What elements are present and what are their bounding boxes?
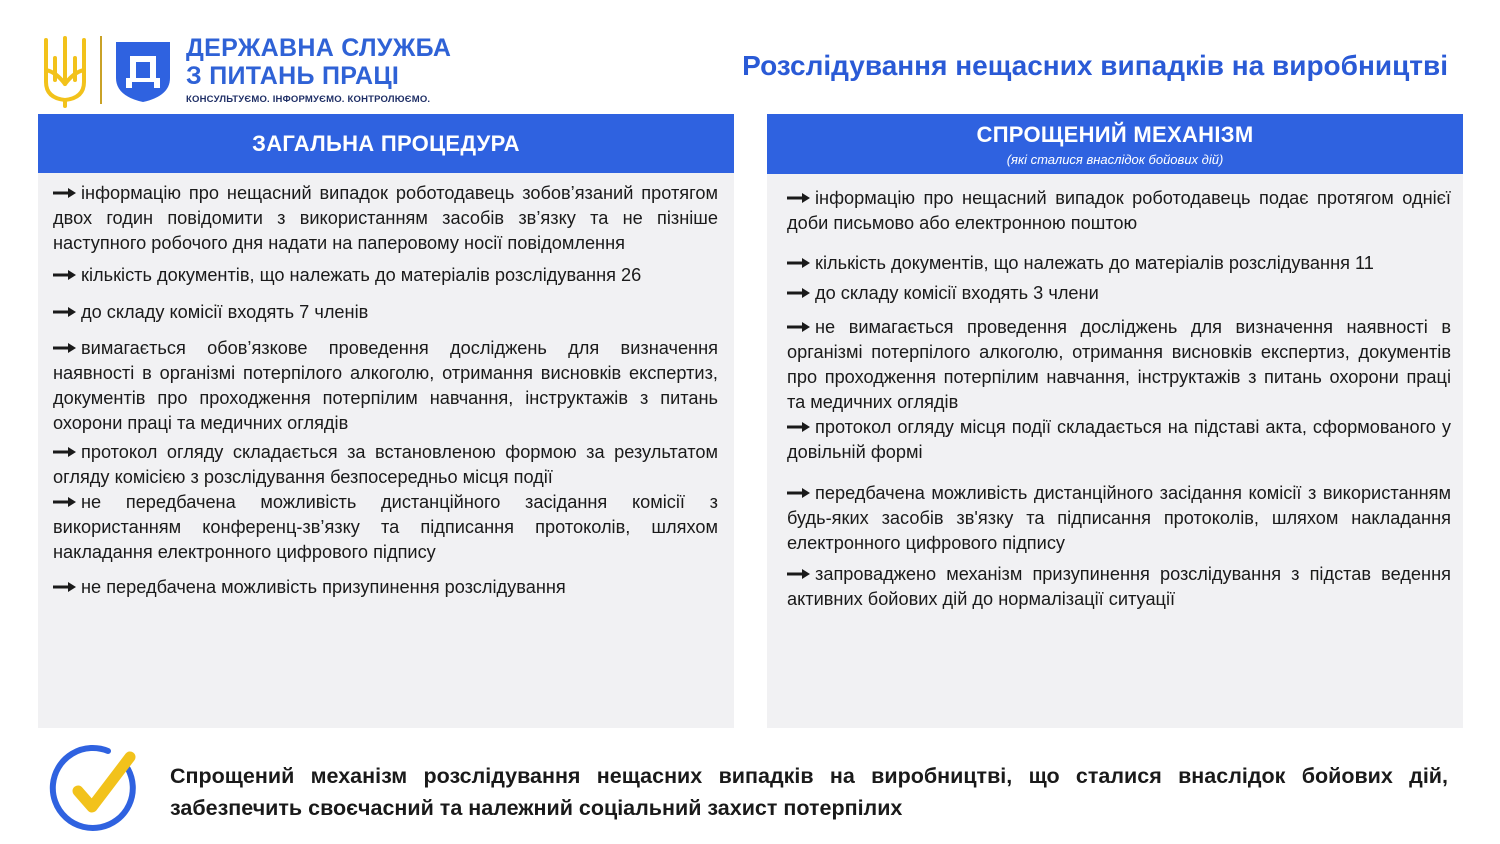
list-item-text: вимагається обов’язкове проведення досліджень для визначення наявності в організмі потерпілого алкоголю, отримання висновків експертиз, документів про проходження потерпілим навчання, інструктажів з питань охорони праці та медичних оглядів bbox=[53, 338, 718, 433]
list-item bbox=[53, 300, 718, 325]
checkmark-circle-icon bbox=[48, 741, 144, 837]
arrow-right-icon bbox=[53, 306, 77, 318]
trident-icon bbox=[38, 34, 92, 108]
list-item-text: протокол огляду місця події складається на підставі акта, сформованого у довільній формі bbox=[787, 417, 1451, 462]
org-name-line2: З ПИТАНЬ ПРАЦІ bbox=[186, 62, 400, 90]
list-item-text: інформацію про нещасний випадок роботодавець зобов’язаний протягом двох годин повідомити з використанням засобів зв’язку та не пізніше наступного робочого дня надати на паперовому носії повідомлення bbox=[53, 183, 718, 253]
general-procedure-panel bbox=[38, 114, 734, 728]
simplified-mechanism-title: СПРОЩЕНИЙ МЕХАНІЗМ bbox=[976, 121, 1254, 147]
list-item bbox=[787, 415, 1451, 465]
list-item bbox=[53, 490, 718, 565]
general-procedure-header bbox=[38, 114, 734, 173]
list-item bbox=[787, 481, 1451, 556]
arrow-right-icon bbox=[53, 342, 77, 354]
list-item bbox=[787, 281, 1451, 306]
list-item-text: не вимагається проведення досліджень для визначення наявності в організмі потерпілого алкоголю, отримання висновків експертиз, документів про проходження потерпілим навчання, інструктажів з питань охорони праці та медичних оглядів bbox=[787, 317, 1451, 412]
list-item bbox=[53, 181, 718, 256]
list-item-text: кількість документів, що належать до матеріалів розслідування 26 bbox=[81, 265, 642, 285]
arrow-right-icon bbox=[787, 421, 811, 433]
arrow-right-icon bbox=[787, 287, 811, 299]
conclusion-text: Спрощений механізм розслідування нещасних випадків на виробництві, що сталися внаслідок бойових дій, забезпечить своєчасний та належний соціальний захист потерпілих bbox=[170, 764, 1448, 820]
list-item bbox=[787, 251, 1451, 276]
general-procedure-list bbox=[38, 173, 734, 600]
arrow-right-icon bbox=[53, 496, 77, 508]
list-item-text: інформацію про нещасний випадок роботодавець подає протягом однієї доби письмово або електронною поштою bbox=[787, 188, 1451, 233]
list-item-text: протокол огляду складається за встановленою формою за результатом огляду комісією з розслідування безпосередньо місця події bbox=[53, 442, 718, 487]
list-item-text: кількість документів, що належать до матеріалів розслідування 11 bbox=[815, 253, 1374, 273]
arrow-right-icon bbox=[787, 192, 811, 204]
service-emblem-icon bbox=[110, 38, 176, 104]
simplified-mechanism-subtitle: (які сталися внаслідок бойових дій) bbox=[1006, 151, 1224, 167]
list-item bbox=[53, 263, 718, 288]
logo-divider bbox=[100, 36, 102, 104]
list-item bbox=[787, 186, 1451, 236]
arrow-right-icon bbox=[53, 269, 77, 281]
list-item-text: до складу комісії входять 7 членів bbox=[81, 302, 369, 322]
list-item bbox=[53, 336, 718, 436]
list-item-text: не передбачена можливість дистанційного засідання комісії з використанням конференц-зв’язку та підписання протоколів, шляхом накладання електронного цифрового підпису bbox=[53, 492, 718, 562]
list-item-text: не передбачена можливість призупинення розслідування bbox=[81, 577, 566, 597]
arrow-right-icon bbox=[787, 568, 811, 580]
org-motto: КОНСУЛЬТУЄМО. ІНФОРМУЄМО. КОНТРОЛЮЄМО. bbox=[186, 94, 431, 105]
arrow-right-icon bbox=[53, 187, 77, 199]
list-item-text: запроваджено механізм призупинення розслідування з підстав ведення активних бойових дій до нормалізації ситуації bbox=[787, 564, 1451, 609]
list-item bbox=[53, 575, 718, 600]
arrow-right-icon bbox=[53, 581, 77, 593]
arrow-right-icon bbox=[787, 321, 811, 333]
list-item-text: до складу комісії входять 3 члени bbox=[815, 283, 1099, 303]
simplified-mechanism-header bbox=[767, 114, 1463, 174]
list-item bbox=[787, 562, 1451, 612]
list-item bbox=[787, 315, 1451, 415]
simplified-mechanism-panel bbox=[767, 114, 1463, 728]
list-item bbox=[53, 440, 718, 490]
list-item-text: передбачена можливість дистанційного засідання комісії з використанням будь-яких засобів зв'язку та підписання протоколів, шляхом накладання електронного цифрового підпису bbox=[787, 483, 1451, 553]
general-procedure-title: ЗАГАЛЬНА ПРОЦЕДУРА bbox=[252, 130, 520, 156]
organization-logo bbox=[38, 30, 498, 110]
arrow-right-icon bbox=[787, 257, 811, 269]
arrow-right-icon bbox=[53, 446, 77, 458]
page-title: Розслідування нещасних випадків на виробництві bbox=[742, 50, 1448, 81]
simplified-mechanism-list bbox=[767, 174, 1463, 612]
org-name-line1: ДЕРЖАВНА СЛУЖБА bbox=[186, 34, 452, 62]
arrow-right-icon bbox=[787, 487, 811, 499]
